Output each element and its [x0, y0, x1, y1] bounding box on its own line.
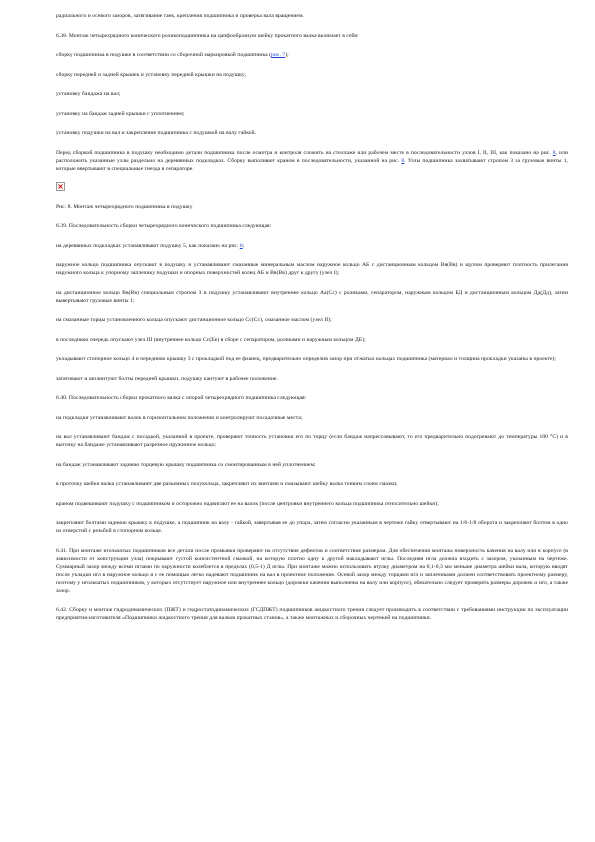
paragraph	[56, 242, 568, 250]
text-span: , или расположить указанные узлы раздельно на деревянных подкладках. Сборку выполняют краном в последовательности, указанной на рис.	[56, 149, 569, 164]
figure-link-8[interactable]: 8	[401, 157, 405, 164]
paragraph: установку на бандаж задней крышки с уплотнением;	[56, 110, 185, 117]
text-span: );	[285, 52, 289, 58]
paragraph: 6.42. Сборку и монтаж гидродинамических (ПЖТ) и гидростатодинамических (ГСДПЖТ) подшипников жидкостного трения следует производить в соответствии с требованиями инструкции по эксплуатации предприятия-изготовителя «Подшипники жидкостного трения для валков прокатных станов», а также монтажных и сборочных чертежей на подшипники.	[56, 607, 568, 621]
paragraph: 6.39. Последовательность сборки четырехрядного конического подшипника следующая:	[56, 223, 272, 229]
figure-caption: Рис. 8. Монтаж четырехрядного подшипника в подушку	[56, 203, 193, 210]
close-icon	[58, 184, 63, 189]
paragraph: 6.38. Монтаж четырехрядного конического роликоподшипника на цапфообразную шейку прокатного валка включает в себя:	[56, 32, 359, 39]
paragraph: краном подвешивают подушку с подшипником и осторожно надвигают ее на валок (после центровки внутреннего кольца подшипника относительно шейки);	[56, 500, 439, 507]
figure-link-7[interactable]: рис. 7	[271, 52, 286, 58]
document-page	[56, 12, 568, 634]
paragraph: на дистанционное кольцо Вв(Вв) специальным стропом 3 в подушку устанавливают внутреннее кольцо Аа(Сс) с роликами, сепаратором, наружным кольцом БД и дистанционным кольцом Дд(Дд), затем вывертывают грузовые винты 1;	[56, 289, 568, 304]
paragraph: установку бандажа на вал;	[56, 91, 121, 97]
paragraph: радиального и осевого зазоров, затягивание гаек, крепления подшипника и проверка вала вращением.	[56, 13, 304, 19]
paragraph: на вал устанавливают бандаж с посадкой, указанной в проекте, проверяют точность установки его по торцу (если бандаж напрессовывают, то его предварительно подогревают до температуры 100 °С) и в выточку на бандаже устанавливают разрезное пружинное кольцо;	[56, 434, 568, 448]
paragraph: сборку передней и задней крышек и установку передней крышки на подушку;	[56, 71, 247, 78]
paragraph: закрепляют болтами заднюю крышку к подушке, а подшипник на валу - гайкой, завертывая ее до упора, затем согласно указанным в чертеже гайку отвертывают на 1/6-1/8 оборота и закрепляют болтом в одно из отверстий с резьбой в стопорном кольце.	[56, 520, 568, 534]
broken-image-icon[interactable]	[56, 182, 65, 191]
text-span: . Узлы подшипника захватывают стропом 3 за грузовые винты 1, которые ввертывают в специальные гнезда в сепараторе.	[56, 157, 569, 172]
paragraph: на бандаж устанавливают заднюю торцевую крышку подшипника со смонтированным в ней уплотнением;	[56, 461, 316, 468]
paragraph: укладывают стопорное кольцо 4 и переднюю крышку 3 с прокладкой под ее фланец, предварительно определив зазор при отжатых кольцах подшипника (материал и толщина прокладки указаны в проекте);	[56, 356, 557, 362]
text-span: Перед сборкой подшипника в подушку необходимо детали подшипника после осмотра и контроля сложить на стеллаже или рабочем месте в последовательности узлов I, II, III, как показано на рис.	[56, 149, 553, 156]
paragraph: в последнюю очередь опускают узел III (внутреннее кольцо Сс(Ее) в сборе с сепаратором, роликами и наружным кольцом ДЕ);	[56, 336, 366, 343]
paragraph	[56, 51, 568, 59]
text-span: сборку подшипника в подушке в соответствии со сборочной маркировкой подшипника (	[56, 52, 272, 58]
paragraph: затягивают и шплинтуют болты передней крышки, подушку кантуют в рабочее положение.	[56, 375, 278, 382]
figure-link-8[interactable]: 8	[552, 149, 556, 156]
paragraph: 6.41. При монтаже игольчатых подшипников все детали после промывки проверяют на отсутствие дефектов и соответствие размерам. Для обеспечения монтажа поверхность качения на валу или в корпусе (в зависимости от конструкции узла) покрывают густой консистентной смазкой, на которую плотно одну к другой накладывают иглы. Последняя игла должна входить с зазором, указанным на чертеже. Суммарный зазор между всеми иглами по окружности колеблется в пределах (0,5-1) Д иглы. При монтаже можно использовать втулку диаметром на 0,1-0,3 мм меньше диаметра шейки вала, которую вводят после укладки игл в наружное кольцо и с ее помощью легко надевают подшипник на вал в проектное положение. Осевой зазор между торцами игл и заплечиками должен соответствовать проектному размеру, поэтому у игольчатых подшипников, у которых отсутствует наружное или внутреннее кольцо (дорожки качения выполнены на валу или корпусе), обязательно следует проверять размеры дорожек и игл, а также зазор.	[56, 547, 568, 594]
paragraph: в проточку шейки валка устанавливают две разъемных полукольца, закрепляют их винтами и смазывают шейку валка тонким слоем смазки;	[56, 481, 398, 487]
paragraph	[56, 149, 568, 173]
paragraph: 6.40. Последовательность сборки прокатного валка с опорой четырехрядного подшипника следующая:	[56, 395, 307, 401]
paragraph: на подкладки устанавливают валок в горизонтальном положении и контролируют посадочные места;	[56, 414, 303, 421]
paragraph: на смазанные торцы установленного кольца опускают дистанционное кольцо Сс(Сс), смазанное маслом (узел II);	[56, 317, 332, 323]
paragraph: установку подушки на вал и закрепление подшипника с подушкой на валу гайкой.	[56, 130, 257, 136]
text-span: ;	[242, 242, 245, 249]
figure-link-8[interactable]: 8	[239, 242, 243, 249]
text-span: на деревянных подкладках устанавливают подушку 5, как показано на рис.	[56, 242, 240, 249]
paragraph: наружное кольцо подшипника опускают в подушку и устанавливают смазанные минеральным маслом наружное кольцо АБ с дистанционным кольцом Вв(Вв) и щупом проверяют плотность прилегания наружного кольца к упорному заплечику подушки и опорных поверхностей колец АБ и Вв(Вв) друг к другу (узел I);	[56, 262, 568, 276]
